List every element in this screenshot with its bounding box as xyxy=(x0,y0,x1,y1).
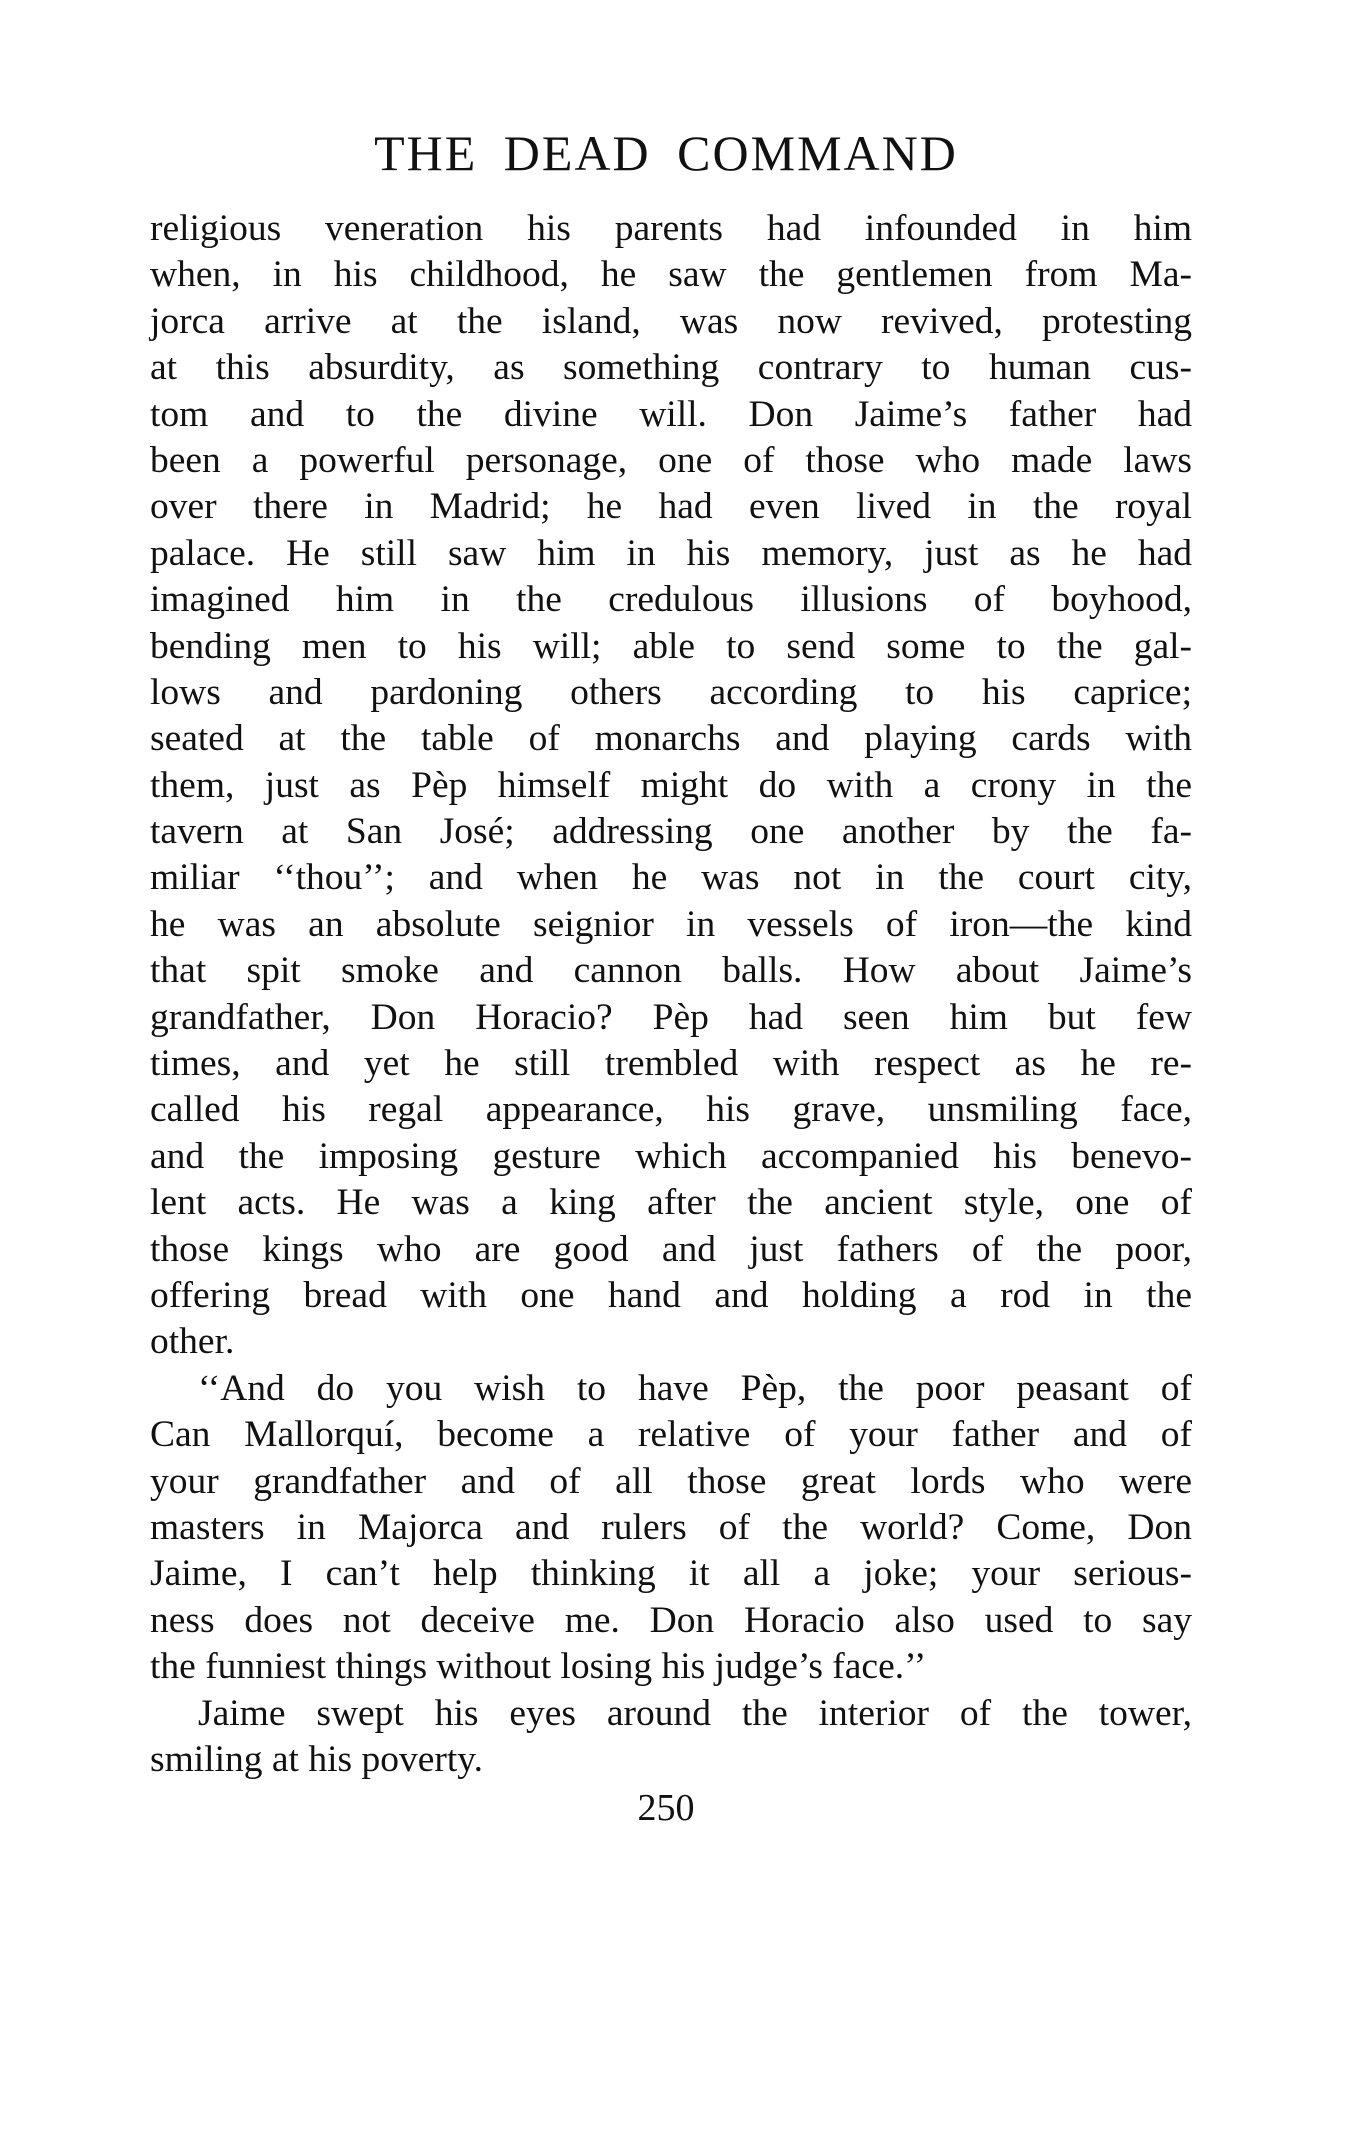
text-line: that spit smoke and cannon balls. How about Jaime’s xyxy=(150,950,1192,992)
text-line: ness does not deceive me. Don Horacio also used to say xyxy=(150,1599,1192,1641)
text-line: tavern at San José; addressing one another by the fa- xyxy=(150,811,1192,853)
text-line: when, in his childhood, he saw the gentlemen from Ma- xyxy=(150,254,1192,296)
text-line: called his regal appearance, his grave, unsmiling face, xyxy=(150,1089,1192,1131)
running-head-title: THE DEAD COMMAND xyxy=(374,125,958,181)
text-line: jorca arrive at the island, was now revived, protesting xyxy=(150,300,1192,342)
text-line: lows and pardoning others according to his caprice; xyxy=(150,671,1192,713)
text-line: the funniest things without losing his judge’s face.’’ xyxy=(150,1646,927,1688)
text-line: at this absurdity, as something contrary to human cus- xyxy=(150,347,1192,389)
text-line: smiling at his poverty. xyxy=(150,1738,483,1780)
text-line: lent acts. He was a king after the ancient style, one of xyxy=(150,1182,1192,1224)
text-line: imagined him in the credulous illusions of boyhood, xyxy=(150,579,1192,621)
text-line: Jaime, I can’t help thinking it all a joke; your serious- xyxy=(150,1553,1192,1595)
text-line: those kings who are good and just fathers of the poor, xyxy=(150,1228,1192,1270)
text-line: palace. He still saw him in his memory, just as he had xyxy=(150,532,1192,574)
text-line: and the imposing gesture which accompanied his benevo- xyxy=(150,1135,1192,1177)
text-line: he was an absolute seignior in vessels of iron—the kind xyxy=(150,903,1192,945)
text-line: Jaime swept his eyes around the interior of the tower, xyxy=(198,1692,1192,1734)
text-line: grandfather, Don Horacio? Pèp had seen him but few xyxy=(150,996,1192,1038)
text-line: offering bread with one hand and holding a rod in the xyxy=(150,1274,1192,1316)
text-line: times, and yet he still trembled with respect as he re- xyxy=(150,1043,1192,1085)
text-line: over there in Madrid; he had even lived in the royal xyxy=(150,486,1192,528)
text-line: other. xyxy=(150,1321,235,1363)
text-line: ‘‘And do you wish to have Pèp, the poor peasant of xyxy=(198,1367,1192,1409)
text-line: masters in Majorca and rulers of the world? Come, Don xyxy=(150,1506,1192,1548)
text-line: been a powerful personage, one of those who made laws xyxy=(150,439,1192,481)
text-line: Can Mallorquí, become a relative of your father and of xyxy=(150,1414,1192,1456)
text-line: them, just as Pèp himself might do with a crony in the xyxy=(150,764,1192,806)
text-line: bending men to his will; able to send some to the gal- xyxy=(150,625,1192,667)
page-number: 250 xyxy=(637,1787,695,1829)
text-line: tom and to the divine will. Don Jaime’s father had xyxy=(150,393,1192,435)
text-line: miliar ‘‘thou’’; and when he was not in the court city, xyxy=(150,857,1192,899)
text-line: seated at the table of monarchs and playing cards with xyxy=(150,718,1192,760)
body-text xyxy=(150,206,1192,1783)
text-line: religious veneration his parents had infounded in him xyxy=(150,208,1192,249)
text-line: your grandfather and of all those great lords who were xyxy=(150,1460,1192,1502)
